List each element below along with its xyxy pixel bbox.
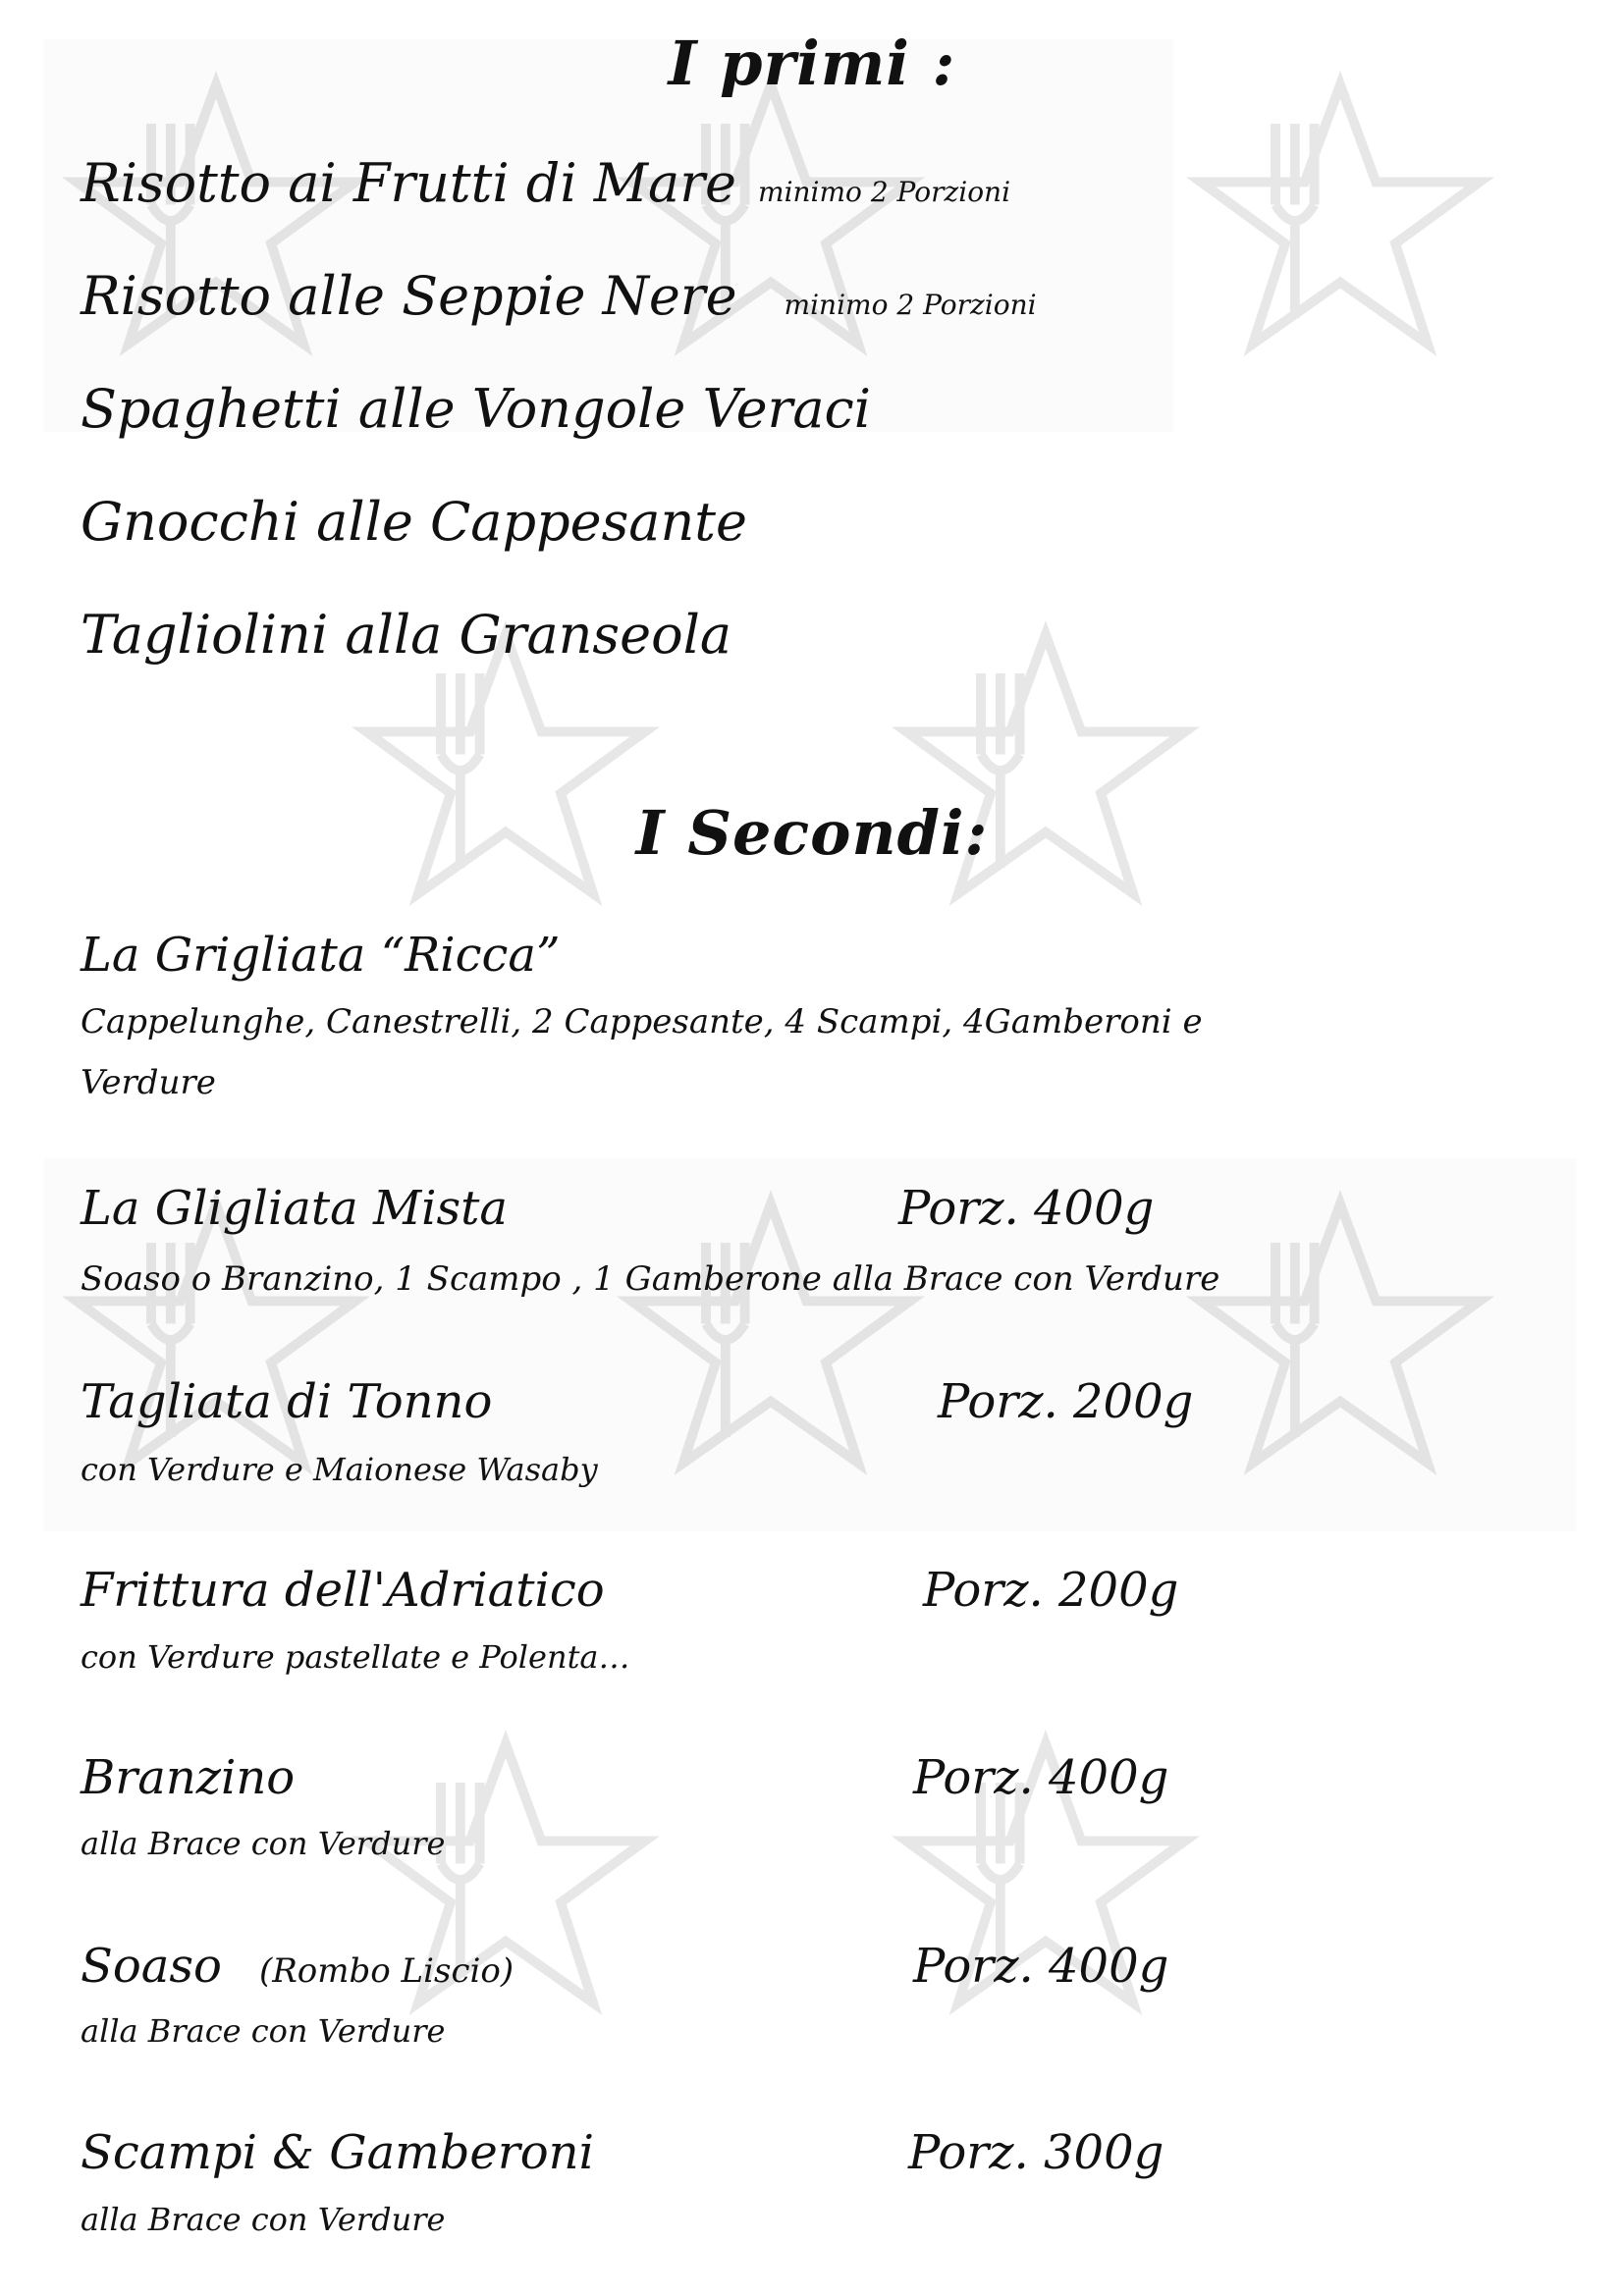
dish-name-text: Soaso xyxy=(81,1939,222,1994)
fork-star-icon xyxy=(884,609,1208,933)
primo-name: Tagliolini alla Granseola xyxy=(81,604,732,666)
dish-name-extra: (Rombo Liscio) xyxy=(258,1951,514,1991)
secondi-heading: I Secondi: xyxy=(635,797,989,869)
dish-portion: Porz. 200g xyxy=(938,1374,1194,1429)
dish-description: con Verdure pastellate e Polenta… xyxy=(81,1638,630,1676)
fork-star-icon xyxy=(1178,59,1502,383)
dish-portion: Porz. 400g xyxy=(913,1750,1169,1805)
dish-description: alla Brace con Verdure xyxy=(81,2012,446,2050)
dish-description: Cappelunghe, Canestrelli, 2 Cappesante, 4 Scampi, 4Gamberoni e xyxy=(81,1002,1203,1041)
primo-item xyxy=(81,604,731,666)
watermark-logo xyxy=(884,609,1208,933)
dish-name: La Grigliata “Ricca” xyxy=(81,928,561,983)
primo-name: Spaghetti alle Vongole Veraci xyxy=(81,378,872,440)
dish-description-cont: Verdure xyxy=(81,1063,216,1102)
primo-item xyxy=(81,491,747,553)
dish-portion: Porz. 400g xyxy=(913,1939,1169,1994)
primo-item xyxy=(81,378,871,440)
dish-description: alla Brace con Verdure xyxy=(81,1825,446,1862)
primo-item xyxy=(81,152,1010,214)
dish-description: Soaso o Branzino, 1 Scampo , 1 Gamberone alla Brace con Verdure xyxy=(81,1259,1220,1299)
dish-name xyxy=(81,1939,514,1994)
primo-name: Gnocchi alle Cappesante xyxy=(81,491,747,553)
dish-description: con Verdure e Maionese Wasaby xyxy=(81,1451,598,1488)
dish-portion: Porz. 400g xyxy=(898,1181,1155,1236)
dish-name: La Gligliata Mista xyxy=(81,1181,509,1236)
primo-name: Risotto ai Frutti di Mare xyxy=(81,152,737,214)
primo-item xyxy=(81,265,1037,327)
dish-portion: Porz. 200g xyxy=(923,1563,1179,1618)
primi-heading: I primi : xyxy=(668,27,956,99)
watermark-logo xyxy=(1178,59,1502,383)
dish-portion: Porz. 300g xyxy=(908,2125,1164,2180)
dish-description: alla Brace con Verdure xyxy=(81,2201,446,2238)
dish-name: Scampi & Gamberoni xyxy=(81,2125,594,2180)
dish-name: Frittura dell'Adriatico xyxy=(81,1563,605,1618)
dish-name: Branzino xyxy=(81,1750,296,1805)
primo-name: Risotto alle Seppie Nere xyxy=(81,265,737,327)
primo-note: minimo 2 Porzioni xyxy=(758,176,1011,208)
dish-name: Tagliata di Tonno xyxy=(81,1374,493,1429)
primo-note: minimo 2 Porzioni xyxy=(784,289,1037,321)
